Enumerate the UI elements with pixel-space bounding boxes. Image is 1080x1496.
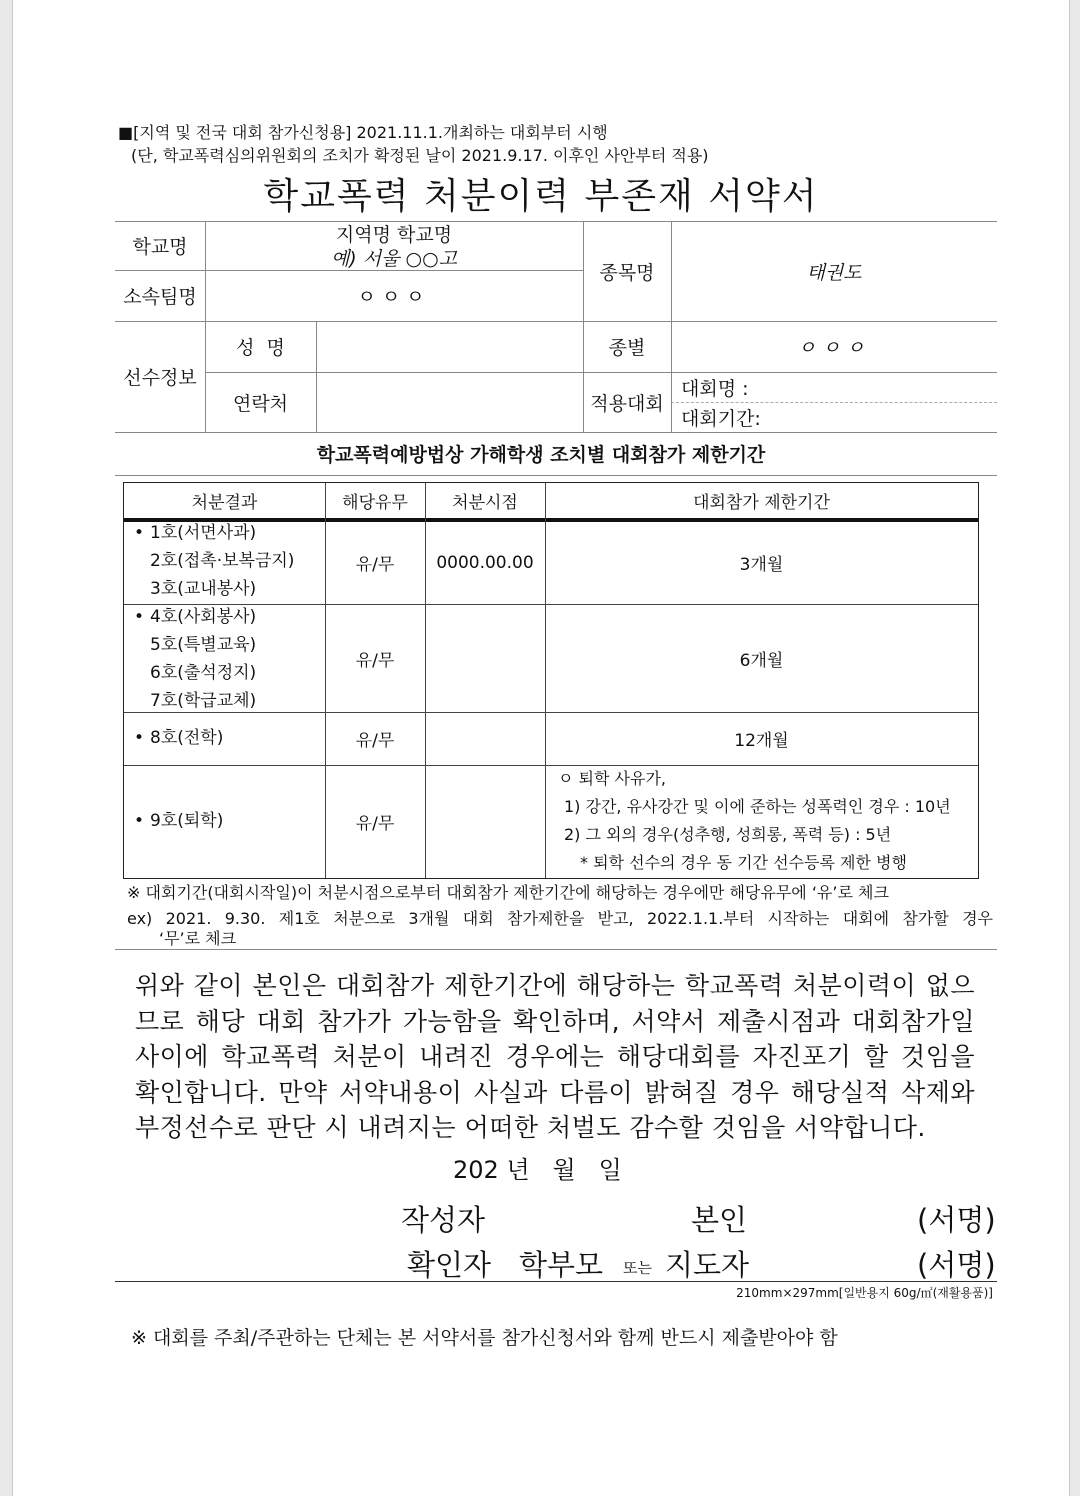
confirmer-role-coach: 지도자 — [665, 1248, 750, 1282]
header-line-1: ■[지역 및 전국 대회 참가신청용] 2021.11.1.개최하는 대회부터 시행 — [118, 123, 608, 142]
list-item: 2호(접촉·보복금지) — [150, 551, 295, 571]
table-row-2-date[interactable] — [425, 604, 545, 712]
gender-value: ㅇㅇㅇ — [797, 337, 871, 359]
contact-label: 연락처 — [232, 392, 289, 415]
sanction-table — [123, 482, 979, 879]
competition-name-field[interactable]: 대회명 : — [681, 377, 749, 400]
list-item: • 8호(전학) — [150, 724, 223, 752]
document-page — [12, 0, 1070, 1496]
table-row-3-items — [150, 724, 223, 752]
date-line: 202 년 월 일 — [453, 1156, 622, 1184]
period-line: * 퇴학 선수의 경우 동 기간 선수등록 제한 병행 — [580, 853, 907, 872]
table-row-2-applicable[interactable]: 유/무 — [355, 650, 395, 671]
header-applicable: 해당유무 — [342, 493, 408, 513]
table-row-3-date[interactable] — [425, 712, 545, 765]
list-item: 3호(교내봉사) — [150, 579, 257, 599]
pledge-line: 확인합니다. 만약 서약내용이 사실과 다름이 밝혀질 경우 해당실적 삭제와 — [135, 1077, 975, 1107]
competition-period-field[interactable]: 대회기간: — [681, 407, 761, 430]
header-line-2: (단, 학교폭력심의위원회의 조치가 확정된 날이 2021.9.17. 이후인 사안부터 적용) — [131, 146, 709, 165]
table-row-4-items — [150, 807, 223, 835]
name-label: 성 명 — [236, 337, 285, 359]
period-line: 1) 강간, 유사강간 및 이에 준하는 성폭력인 경우 : 10년 — [564, 797, 951, 816]
school-value-line2: 예) 서울 ○○고 — [330, 248, 458, 270]
table-row-1-period: 3개월 — [739, 555, 784, 575]
team-value: ㅇㅇㅇ — [357, 286, 431, 308]
sport-label: 종목명 — [599, 261, 655, 284]
paper-spec: 210mm×297mm[일반용지 60g/㎡(재활용품)] — [736, 1286, 993, 1300]
pledge-line: 위와 같이 본인은 대회참가 제한기간에 해당하는 학교폭력 처분이력이 없으 — [135, 971, 975, 1000]
table-row-4-period — [556, 765, 951, 877]
table-row-1-date[interactable]: 0000.00.00 — [436, 552, 534, 573]
note-2: ex) 2021. 9.30. 제1호 처분으로 3개월 대회 참가제한을 받고, 2022.1.1.부터 시작하는 대회에 참가할 경우 — [127, 909, 993, 928]
sport-value: 태권도 — [806, 261, 862, 284]
confirmer-or: 또는 — [623, 1259, 652, 1277]
pledge-line: 부정선수로 판단 시 내려지는 어떠한 처벌도 감수할 것임을 서약합니다. — [135, 1113, 926, 1142]
list-item: • 9호(퇴학) — [150, 807, 223, 835]
table-row-4-date[interactable] — [425, 765, 545, 878]
period-line: 2) 그 외의 경우(성추행, 성희롱, 폭력 등) : 5년 — [564, 825, 892, 844]
table-row-2-period: 6개월 — [739, 650, 784, 671]
document-title: 학교폭력 처분이력 부존재 서약서 — [263, 176, 819, 217]
header-period: 대회참가 제한기간 — [693, 493, 830, 513]
list-item: 7호(학급교체) — [150, 691, 257, 711]
pledge-line: 므로 해당 대회 참가가 가능함을 확인하며, 서약서 제출시점과 대회참가일 — [135, 1006, 975, 1036]
confirmer-sign[interactable]: (서명) — [917, 1248, 996, 1282]
table-row-3-period: 12개월 — [734, 731, 789, 751]
table-row-1-applicable[interactable]: 유/무 — [355, 555, 395, 575]
note-3: ‘무’로 체크 — [159, 929, 237, 948]
pledge-line: 사이에 학교폭력 처분이 내려진 경우에는 해당대회를 자진포기 할 것임을 — [135, 1042, 975, 1071]
table-row-4-applicable[interactable]: 유/무 — [355, 814, 395, 834]
sanction-subtitle: 학교폭력예방법상 가해학생 조치별 대회참가 제한기간 — [316, 444, 766, 466]
author-sign[interactable]: (서명) — [917, 1203, 996, 1237]
school-label: 학교명 — [132, 236, 188, 258]
header-date: 처분시점 — [452, 493, 518, 513]
pledge-text — [135, 968, 975, 1146]
confirmer-role-parent: 학부모 — [519, 1248, 604, 1282]
contact-field[interactable] — [316, 372, 583, 432]
author-role: 본인 — [691, 1203, 748, 1237]
name-field[interactable] — [316, 321, 583, 372]
author-label: 작성자 — [401, 1203, 486, 1237]
list-item: 5호(특별교육) — [150, 635, 257, 655]
confirmer-label: 확인자 — [407, 1248, 492, 1282]
list-item: • 1호(서면사과) — [150, 519, 294, 547]
table-row-2-items — [150, 603, 256, 715]
table-row-1-items — [150, 519, 294, 603]
note-1: ※ 대회기간(대회시작일)이 처분시점으로부터 대회참가 제한기간에 해당하는 경우에만 해당유무에 ‘유’로 체크 — [127, 883, 889, 902]
team-label: 소속팀명 — [123, 286, 197, 308]
list-item: 6호(출석정지) — [150, 663, 257, 683]
school-value-line1: 지역명 학교명 — [335, 224, 453, 246]
list-item: • 4호(사회봉사) — [150, 603, 256, 631]
player-info-label: 선수정보 — [123, 367, 197, 389]
gender-label: 종별 — [608, 337, 646, 359]
footer-note: ※ 대회를 주최/주관하는 단체는 본 서약서를 참가신청서와 함께 반드시 제출받아야 함 — [131, 1327, 838, 1349]
competition-label: 적용대회 — [590, 392, 664, 415]
header-result: 처분결과 — [191, 493, 258, 513]
period-line: ㅇ 퇴학 사유가, — [558, 769, 666, 788]
table-row-3-applicable[interactable]: 유/무 — [355, 731, 395, 751]
